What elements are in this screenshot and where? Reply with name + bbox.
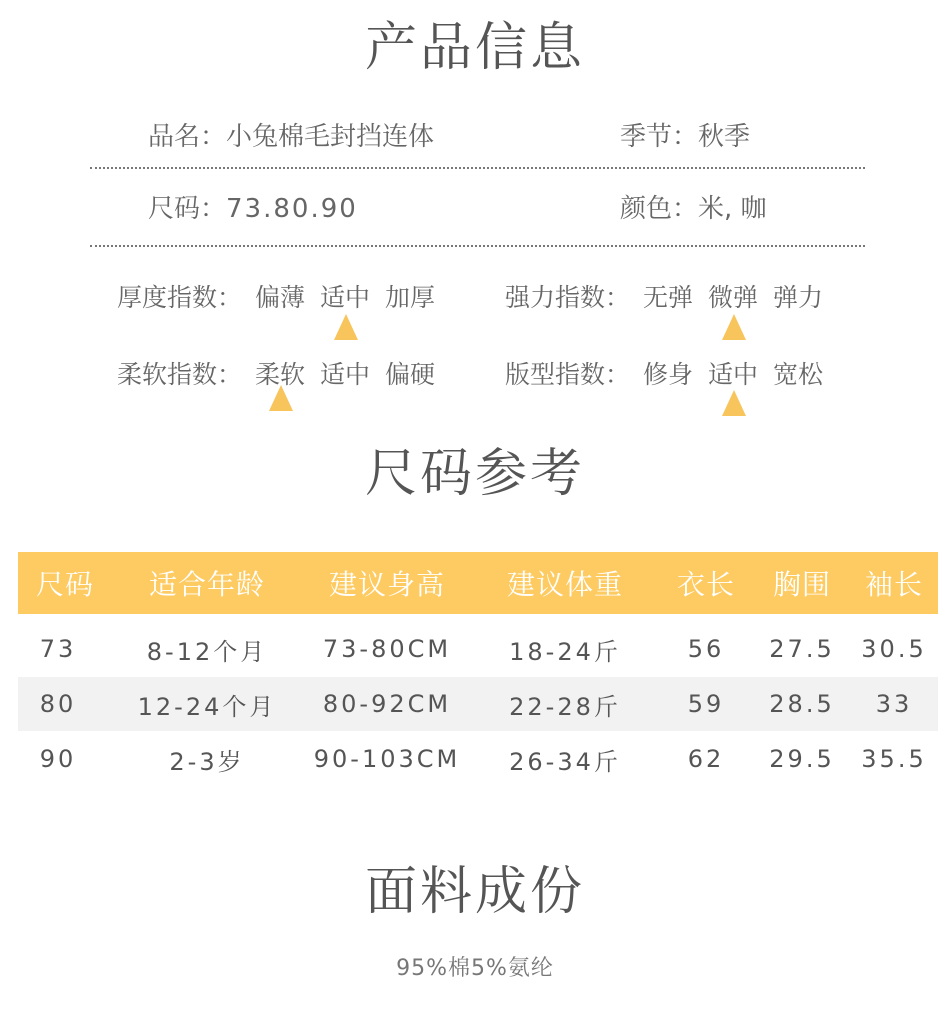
season-value: 秋季 [698,122,751,152]
fit-index-label: 版型指数： [505,360,631,389]
index-option: 修身 [643,360,694,389]
header-cell: 袖长 [864,568,923,601]
table-cell: 62 [687,745,725,773]
divider [90,167,865,169]
product-info-title: 产品信息 [364,18,585,78]
selected-marker-icon [722,314,746,340]
product-name-row [148,124,434,150]
table-cell: 90-103CM [313,745,461,773]
fit-index [505,362,845,392]
table-cell: 35.5 [861,745,927,773]
index-option: 偏硬 [385,360,436,389]
table-cell: 28.5 [769,690,835,718]
table-cell: 29.5 [769,745,835,773]
index-option: 适中 [320,360,371,389]
header-cell: 建议体重 [506,568,623,601]
header-cell: 适合年龄 [148,568,265,601]
table-cell: 26-34斤 [509,747,621,776]
color-label: 颜色： [620,194,699,224]
table-cell: 59 [687,690,725,718]
table-cell: 73-80CM [322,635,452,663]
table-cell: 8-12个月 [146,637,268,666]
table-cell: 18-24斤 [509,637,621,666]
thickness-index [117,285,457,315]
header-cell: 尺码 [35,568,94,601]
index-option: 弹力 [773,283,824,312]
table-row [18,732,938,786]
table-cell: 90 [39,745,77,773]
table-cell: 80-92CM [322,690,452,718]
table-cell: 27.5 [769,635,835,663]
table-cell: 30.5 [861,635,927,663]
selected-marker-icon [334,314,358,340]
size-row [148,196,358,222]
table-cell: 2-3岁 [169,747,245,776]
table-cell: 73 [39,635,77,663]
index-option: 微弹 [708,283,759,312]
table-cell: 22-28斤 [509,692,621,721]
product-name-label: 品名： [148,122,227,152]
header-cell: 建议身高 [328,568,445,601]
selected-marker-icon [722,390,746,416]
divider [90,245,865,247]
product-name-value: 小兔棉毛封挡连体 [226,122,435,152]
size-label: 尺码： [148,194,227,224]
size-value: 73.80.90 [226,194,358,224]
selected-marker-icon [269,385,293,411]
header-cell: 衣长 [676,568,735,601]
index-option: 偏薄 [255,283,306,312]
table-cell: 56 [687,635,725,663]
color-row [620,196,767,222]
elasticity-index [505,285,845,315]
table-cell: 12-24个月 [137,692,277,721]
index-option: 无弹 [643,283,694,312]
index-option: 柔软 [255,360,306,389]
fabric-composition: 95%棉5%氨纶 [396,956,554,981]
size-reference-title: 尺码参考 [364,444,585,504]
fabric-title: 面料成份 [364,862,585,922]
index-option: 适中 [708,360,759,389]
table-row [18,622,938,676]
season-label: 季节： [620,122,699,152]
season-row [620,124,750,150]
index-option: 适中 [320,283,371,312]
thickness-index-label: 厚度指数： [117,283,243,312]
index-option: 加厚 [385,283,436,312]
index-option: 宽松 [773,360,824,389]
color-value: 米, 咖 [698,194,767,224]
size-table-header [18,552,938,614]
elasticity-index-label: 强力指数： [505,283,631,312]
table-row [18,677,938,731]
header-cell: 胸围 [772,568,831,601]
table-cell: 33 [875,690,913,718]
table-cell: 80 [39,690,77,718]
softness-index-label: 柔软指数： [117,360,243,389]
